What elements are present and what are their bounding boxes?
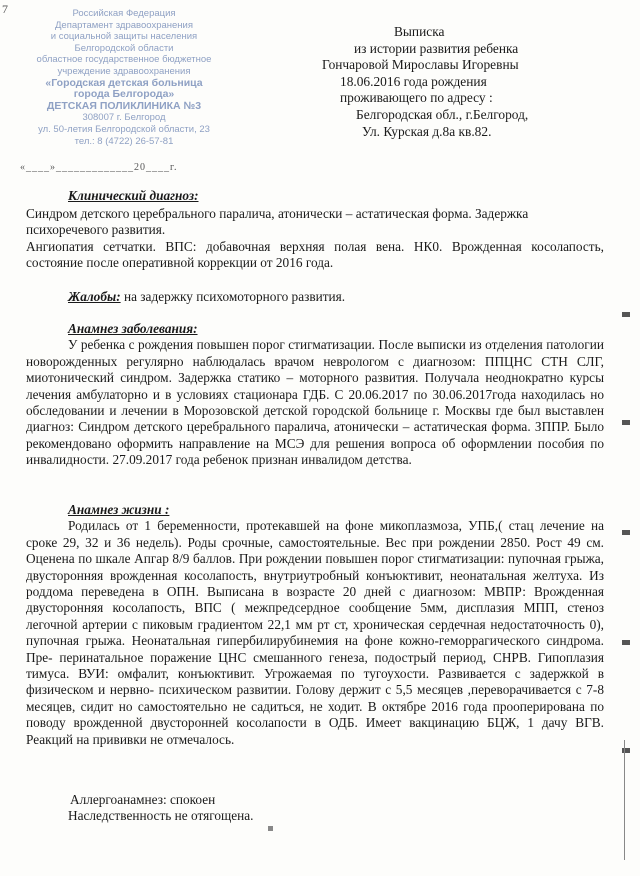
stamp-line: областное государственное бюджетное (36, 54, 212, 66)
address-region: Белгородская обл., г.Белгород, (356, 106, 529, 122)
complaints-section (26, 289, 604, 305)
scan-edge-mark (622, 640, 630, 645)
scan-edge-mark (622, 312, 630, 317)
address-street: Ул. Курская д.8а кв.82. (362, 123, 492, 139)
scan-edge-mark (622, 420, 630, 425)
stamp-line: «Городская детская больница (45, 76, 203, 89)
scan-dot (268, 826, 273, 831)
anamnesis-life-text: Родилась от 1 беременности, протекавшей на фоне микоплазмоза, УПБ,( стац лечение на сроке 29, 32 и 36 недель). Роды срочные, самостоятельные. Вес при рождении 2850. Рост 49 см. Оценена по шкале Апгар 8/9 баллов. При рождении повышен порог стигматизации: пупочная грыжа, двусторонняя врожденная косолапость, внутриутробный конъюктивит, неонатальная желтуха. Из роддома переведена в ОПН. Выписана в возрасте 20 дней с диагнозом: МВПР: Врожденная двусторонняя косолапость, ВПС ( межпредсердное сообщение 5мм, дисплазия МПП, стеноз легочной артерии с пиковым градиентом 22,1 мм рт ст, хроническая сердечная недостаточность 0), пупочная грыжа. Неонатальная гипербилирубинемия на фоне кожно-геморрагического синдрома. Пре- перинатальное поражение ЦНС смешанного генеза, подострый период, СНРВ. Гипоплазия тимуса. ВУИ: омфалит, конъюктивит. Угрожаемая по тугоухости. Развивается с задержкой в физическом и нервно- психическом развитии. Голову держит с 5,5 месяцев ,переворачивается с 7-8 месяцев, сидит но самостоятельно не садиться, не ходит. В октябре 2016 года прооперирована по поводу врожденной двусторонней косолапости в ОДБ. Имеет вакцинацию БЦЖ, 1 дачу ВГВ. Реакций на прививки не отмечалось. (26, 518, 604, 747)
institution-stamp (8, 8, 240, 147)
stamp-line: Департамент здравоохранения (54, 19, 193, 31)
anamnesis-disease-title: Анамнез заболевания: (68, 321, 198, 336)
stamp-date-line: «____»_____________20____г. (20, 162, 178, 173)
stamp-line: Белгородской области (74, 42, 174, 54)
complaints-title: Жалобы: (68, 289, 121, 304)
complaints-text: на задержку психомоторного развития. (120, 289, 346, 304)
stamp-line: ДЕТСКАЯ ПОЛИКЛИНИКА №3 (46, 99, 202, 112)
address-label: проживающего по адресу : (340, 90, 493, 106)
heading-title: Выписка (394, 24, 445, 39)
stamp-line: 308007 г. Белгород (82, 112, 166, 124)
patient-name: Гончаровой Мирославы Игоревны (322, 57, 519, 73)
diagnosis-text-1: Синдром детского церебрального паралича, атонически – астатическая форма. Задержка психоречевого развития. (26, 206, 529, 238)
stamp-line: тел.: 8 (4722) 26-57-81 (74, 135, 174, 147)
anamnesis-life-section (26, 502, 604, 748)
scan-edge-line (624, 740, 625, 860)
stamp-line: учреждение здравоохранения (57, 65, 191, 77)
corner-mark: 7 (2, 2, 8, 16)
anamnesis-disease-text: У ребенка с рождения повышен порог стигматизации. После выписки из отделения патологии новорожденных регулярно наблюдалась врачом неврологом с диагнозом: ППЦНС СТН СЛГ, миотонический синдром. Задержка статико – моторного развития. Получала неоднократно курсы лечения амбулаторно и в условиях стационара ГДБ. С 20.06.2017 по 30.06.2017года находилась но обследовании и лечении в Морозовской детской городской больнице г. Москвы где был выставлен диагноз: Синдром детского церебрального паралича, атонически – астатическая форма. ЗППР. Было рекомендовано оформить направление на МСЭ для решения вопроса об оформлении пособия по инвалидности. 27.09.2017 года ребенок признан инвалидом детства. (26, 337, 604, 468)
anamnesis-disease-section (26, 321, 604, 469)
heredity: Наследственность не отягощена. (68, 808, 254, 824)
closing-section (26, 792, 604, 825)
stamp-line: и социальной защиты населения (50, 31, 198, 43)
diagnosis-title: Клинический диагноз: (68, 188, 199, 203)
stamp-line: ул. 50-летия Белгородской области, 23 (38, 123, 210, 135)
diagnosis-text-2: Ангиопатия сетчатки. ВПС: добавочная верхняя полая вена. НК0. Врожденная косолапость, состояние после оперативной коррекции от 2016 года. (26, 238, 604, 271)
heading-subtitle: из истории развития ребенка (354, 40, 519, 56)
diagnosis-section (26, 206, 604, 272)
scan-edge-mark (622, 530, 630, 535)
document-heading (318, 24, 578, 140)
stamp-line: Российская Федерация (72, 8, 176, 19)
anamnesis-life-title: Анамнез жизни : (68, 502, 170, 517)
stamp-line: города Белгорода» (73, 88, 175, 101)
birth-date: 18.06.2016 года рождения (340, 73, 487, 89)
allergo-anamnesis: Аллергоанамнез: спокоен (70, 792, 216, 807)
